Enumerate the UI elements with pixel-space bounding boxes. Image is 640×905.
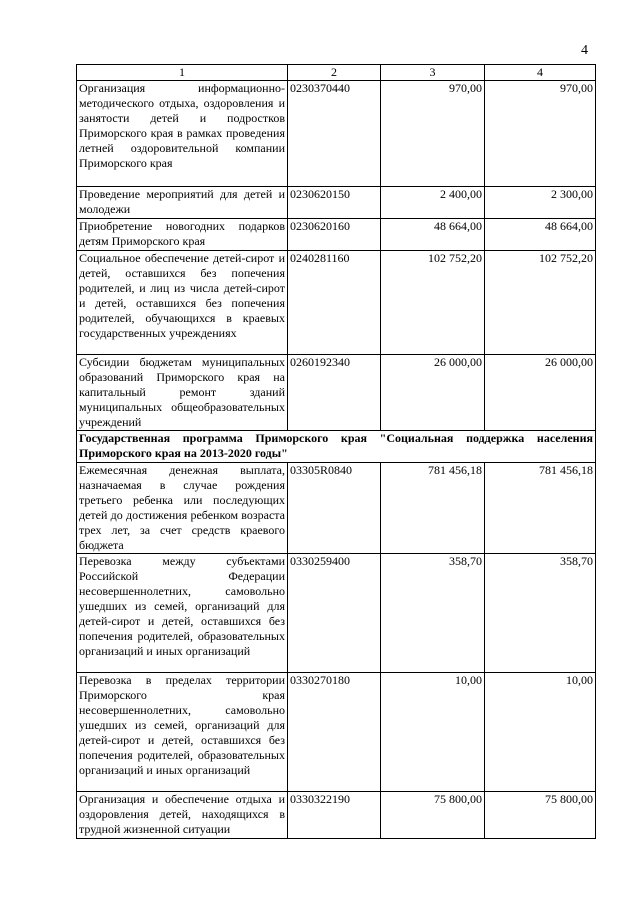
page-number: 4: [581, 43, 588, 58]
row-col4-value: 970,00: [485, 81, 596, 187]
column-number-row: [77, 65, 596, 81]
table-row: [77, 81, 596, 187]
table-row: [77, 187, 596, 219]
row-name: Перевозка в пределах территории Приморского края несовершеннолетних, самовольно ушедших из семей, организаций для детей-сирот и детей, оставшихся без попечения родителей, образовательных организаций и иных организаций: [77, 673, 288, 792]
row-col4-value: 48 664,00: [485, 219, 596, 251]
row-name: Перевозка между субъектами Российской Федерации несовершеннолетних, самовольно ушедших из семей, организаций для детей-сирот и детей, оставшихся без попечения родителей, образовательных организаций и иных организаций: [77, 554, 288, 673]
table-row: [77, 219, 596, 251]
row-code: 0230620150: [288, 187, 381, 219]
row-col3-value: 781 456,18: [381, 463, 485, 554]
row-col3-value: 2 400,00: [381, 187, 485, 219]
row-col4-value: 781 456,18: [485, 463, 596, 554]
row-code: 0240281160: [288, 251, 381, 355]
row-name: Приобретение новогодних подарков детям Приморского края: [77, 219, 288, 251]
column-number: 1: [77, 65, 288, 81]
row-code: 0330270180: [288, 673, 381, 792]
row-name: Социальное обеспечение детей-сирот и детей, оставшихся без попечения родителей, и лиц из числа детей-сирот и детей, оставшихся без попечения родителей, обучающихся в краевых государственных учреждениях: [77, 251, 288, 355]
program-heading-row: [77, 431, 596, 463]
row-col3-value: 970,00: [381, 81, 485, 187]
row-col3-value: 26 000,00: [381, 355, 485, 431]
column-number: 4: [485, 65, 596, 81]
table-row: [77, 554, 596, 673]
table-row: [77, 251, 596, 355]
table-row: [77, 463, 596, 554]
row-name: Проведение мероприятий для детей и молодежи: [77, 187, 288, 219]
row-col4-value: 10,00: [485, 673, 596, 792]
row-name: Субсидии бюджетам муниципальных образований Приморского края на капитальный ремонт зданий муниципальных общеобразовательных учреждений: [77, 355, 288, 431]
budget-table: [76, 64, 596, 839]
row-col4-value: 26 000,00: [485, 355, 596, 431]
table-row: [77, 355, 596, 431]
row-col3-value: 102 752,20: [381, 251, 485, 355]
row-code: 0260192340: [288, 355, 381, 431]
table-row: [77, 673, 596, 792]
program-title: Государственная программа Приморского края "Социальная поддержка населения Приморского края на 2013-2020 годы": [77, 431, 596, 463]
row-col3-value: 358,70: [381, 554, 485, 673]
row-code: 0330322190: [288, 792, 381, 839]
row-col3-value: 48 664,00: [381, 219, 485, 251]
row-name: Организация информационно-методического отдыха, оздоровления и занятости детей и подростков Приморского края в рамках проведения летней оздоровительной компании Приморского края: [77, 81, 288, 187]
row-code: 0230620160: [288, 219, 381, 251]
row-code: 0230370440: [288, 81, 381, 187]
row-code: 03305R0840: [288, 463, 381, 554]
table-row: [77, 792, 596, 839]
row-col4-value: 102 752,20: [485, 251, 596, 355]
row-name: Ежемесячная денежная выплата, назначаемая в случае рождения третьего ребенка или последующих детей до достижения ребенком возраста трех лет, за счет средств краевого бюджета: [77, 463, 288, 554]
column-number: 3: [381, 65, 485, 81]
row-code: 0330259400: [288, 554, 381, 673]
row-col4-value: 2 300,00: [485, 187, 596, 219]
column-number: 2: [288, 65, 381, 81]
row-col3-value: 75 800,00: [381, 792, 485, 839]
row-col4-value: 358,70: [485, 554, 596, 673]
row-col4-value: 75 800,00: [485, 792, 596, 839]
row-col3-value: 10,00: [381, 673, 485, 792]
row-name: Организация и обеспечение отдыха и оздоровления детей, находящихся в трудной жизненной ситуации: [77, 792, 288, 839]
